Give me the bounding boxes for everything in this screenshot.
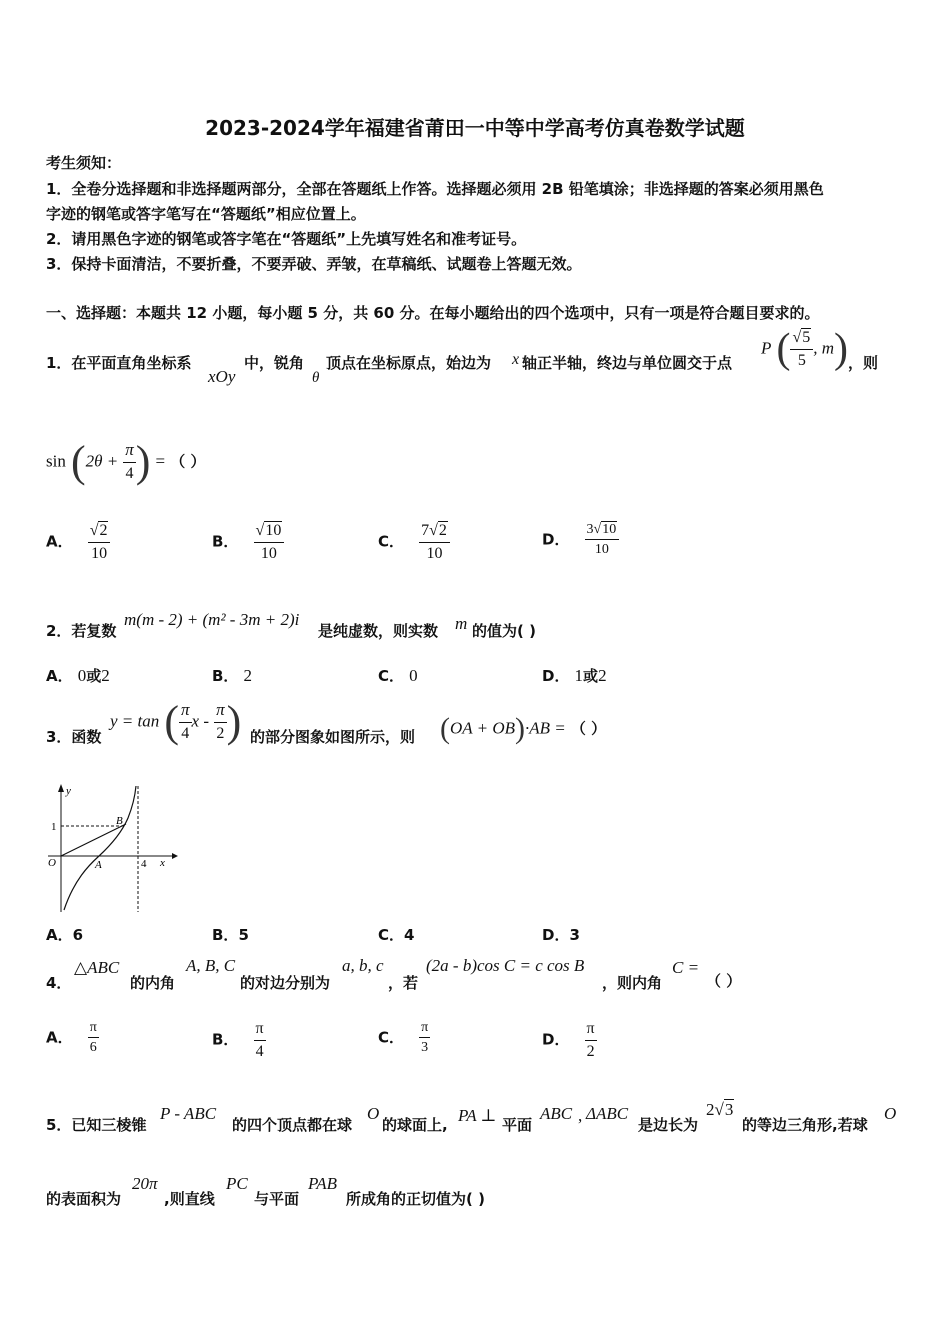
q4-triangle: △ABC bbox=[74, 958, 120, 977]
q1-paren-left: ( bbox=[776, 326, 791, 372]
q4-sides: a, b, c bbox=[342, 956, 384, 975]
notice-item-3: 3．保持卡面清洁，不要折叠，不要弄破、弄皱，在草稿纸、试题卷上答题无效。 bbox=[46, 255, 582, 273]
q2-option-d bbox=[542, 665, 607, 686]
q4-text-3: ，若 bbox=[388, 974, 419, 992]
q3-option-b bbox=[212, 924, 249, 945]
segment-ob bbox=[61, 824, 126, 856]
q3-vec-paren-left: ( bbox=[440, 712, 450, 745]
option-denominator: 10 bbox=[91, 544, 108, 562]
q1-theta: θ bbox=[312, 370, 320, 386]
q4-condition: (2a - b)cos C = c cos B bbox=[426, 956, 585, 975]
q1-paren2-right: ) bbox=[135, 437, 151, 486]
q5-sqrt-symbol: √3 bbox=[714, 1100, 734, 1119]
q2-m: m bbox=[455, 614, 468, 633]
q5-text-3: 的球面上, bbox=[382, 1116, 448, 1134]
q4-option-b bbox=[212, 1020, 266, 1060]
q5-two: 2 bbox=[706, 1100, 715, 1119]
option-coefficient: 3 bbox=[586, 522, 594, 537]
q5-text-6: 的等边三角形,若球 bbox=[742, 1116, 868, 1134]
option-denominator: 6 bbox=[89, 1040, 97, 1056]
y-axis-arrow bbox=[58, 784, 64, 792]
option-value: 4 bbox=[404, 926, 415, 944]
q1-equals: = bbox=[155, 451, 166, 471]
option-or: 或 bbox=[583, 667, 599, 685]
q1-xoy: xOy bbox=[208, 367, 236, 386]
q4-angles: A, B, C bbox=[186, 956, 236, 975]
q1-point-p bbox=[761, 328, 848, 370]
q1-option-c: C． $\frac{7√2}{10}$ bbox=[378, 522, 450, 562]
q5-pab: PAB bbox=[308, 1174, 337, 1193]
q1-expression bbox=[46, 437, 206, 486]
q3-y-tan: y = tan bbox=[110, 711, 160, 731]
option-label: B． bbox=[212, 667, 239, 685]
q5-text-4: 平面 bbox=[502, 1116, 533, 1134]
option-label: D． bbox=[542, 1030, 570, 1049]
option-denominator: 10 bbox=[594, 542, 609, 558]
q3-dot-ab: ·AB = bbox=[525, 718, 566, 738]
q1-x: x bbox=[512, 351, 520, 368]
option-value: 5 bbox=[238, 926, 249, 944]
option-or: 或 bbox=[86, 667, 102, 685]
option-label: B． bbox=[212, 532, 239, 551]
graph-b-label: B bbox=[116, 815, 123, 827]
option-label: C． bbox=[378, 667, 405, 685]
page-title: 2023-2024学年福建省莆田一中等中学高考仿真卷数学试题 bbox=[205, 116, 745, 140]
option-numerator: π bbox=[419, 1020, 430, 1038]
option-denominator: 10 bbox=[426, 544, 443, 562]
option-label: D． bbox=[542, 530, 570, 549]
option-denominator: 2 bbox=[586, 1042, 595, 1060]
option-radicand: 2 bbox=[438, 522, 447, 539]
q1-m: , m bbox=[813, 338, 835, 358]
q2-option-c bbox=[378, 665, 418, 686]
section-heading: 一、选择题：本题共 12 小题，每小题 5 分，共 60 分。在每小题给出的四个选项中，只有一项是符合题目要求的。 bbox=[46, 304, 820, 322]
option-numerator: π bbox=[585, 1020, 597, 1041]
q3-pi: π bbox=[179, 701, 192, 723]
q1-text-3: 顶点在坐标原点，始边为 bbox=[326, 354, 492, 372]
tan-curve bbox=[64, 786, 136, 910]
option-value: 2 bbox=[598, 666, 607, 685]
option-value: 2 bbox=[243, 666, 253, 685]
q1-paren2-left: ( bbox=[70, 437, 86, 486]
q5-o: O bbox=[367, 1104, 380, 1123]
q3-tangent-graph bbox=[44, 780, 179, 915]
graph-x-label: x bbox=[160, 857, 165, 869]
q1-frac bbox=[790, 329, 813, 369]
option-label: D． bbox=[542, 667, 570, 685]
q1-option-b: B． $\frac{√10}{10}$ bbox=[212, 522, 284, 562]
q1-pi: π bbox=[123, 441, 136, 463]
q3-pi-2: π bbox=[214, 701, 227, 723]
q5-text-9: 与平面 bbox=[254, 1190, 300, 1208]
option-label: D． bbox=[542, 926, 570, 944]
graph-o-label: O bbox=[48, 857, 56, 869]
q3-x-minus: x - bbox=[191, 711, 209, 731]
q3-option-d bbox=[542, 924, 580, 945]
notice-item-1-line-1: 1．全卷分选择题和非选择题两部分，全部在答题纸上作答。选择题必须用 2B 铅笔填涂；非选择题的答案必须用黑色 bbox=[46, 180, 824, 198]
option-denominator: 10 bbox=[260, 544, 277, 562]
option-radicand: 2 bbox=[99, 522, 108, 539]
q5-comma: , bbox=[578, 1106, 583, 1125]
q5-text-8: ,则直线 bbox=[164, 1190, 215, 1208]
q3-paren-left: ( bbox=[164, 697, 179, 746]
option-value: 0 bbox=[409, 666, 418, 685]
q1-pi-over-4 bbox=[123, 441, 136, 482]
q3-option-a bbox=[46, 924, 83, 945]
q5-text-10: 所成角的正切值为( ) bbox=[346, 1190, 485, 1208]
q3-four: 4 bbox=[181, 725, 190, 743]
option-label: B． bbox=[212, 1030, 239, 1049]
q3-two: 2 bbox=[216, 725, 225, 743]
q1-answer-blank: （ ） bbox=[170, 452, 206, 471]
option-numerator: π bbox=[88, 1020, 99, 1038]
option-value: 3 bbox=[569, 926, 580, 944]
q5-o-2: O bbox=[884, 1104, 897, 1123]
q1-text-1: 1．在平面直角坐标系 bbox=[46, 354, 192, 372]
notice-item-1-line-2: 字迹的钢笔或答字笔写在“答题纸”相应位置上。 bbox=[46, 205, 366, 223]
q5-pa-perp: PA ⊥ bbox=[458, 1106, 497, 1125]
option-numerator: π bbox=[254, 1020, 266, 1041]
q4-c-equals: C = bbox=[672, 958, 700, 977]
option-label: C． bbox=[378, 532, 405, 551]
q1-den-5: 5 bbox=[797, 351, 806, 369]
option-value: 2 bbox=[101, 666, 110, 685]
q5-text-2: 的四个顶点都在球 bbox=[232, 1116, 353, 1134]
q1-sqrt-symbol: √5 bbox=[792, 328, 811, 346]
notice-heading: 考生须知： bbox=[46, 154, 122, 172]
q1-text-4: 轴正半轴，终边与单位圆交于点 bbox=[522, 354, 733, 372]
option-value: 6 bbox=[72, 926, 84, 944]
q2-option-a bbox=[46, 665, 110, 686]
q2-option-b bbox=[212, 665, 252, 686]
graph-y-label: y bbox=[66, 785, 71, 797]
q2-expression: m(m - 2) + (m² - 3m + 2)i bbox=[124, 610, 300, 629]
q3-function bbox=[110, 697, 242, 746]
q5-area: 20π bbox=[132, 1174, 158, 1193]
q5-side-length bbox=[706, 1100, 734, 1120]
option-label: C． bbox=[378, 926, 405, 944]
option-label: A． bbox=[46, 926, 73, 944]
q3-text-2: 的部分图象如图所示，则 bbox=[250, 728, 416, 746]
q4-text-4: ，则内角 bbox=[602, 974, 663, 992]
q1-four: 4 bbox=[125, 465, 134, 483]
q5-pc: PC bbox=[226, 1174, 248, 1193]
option-label: A． bbox=[46, 532, 73, 551]
q2-text-3: 的值为( ) bbox=[472, 622, 536, 640]
option-denominator: 4 bbox=[255, 1042, 264, 1060]
q3-answer-blank: （ ） bbox=[570, 719, 607, 738]
option-label: C． bbox=[378, 1028, 405, 1047]
option-value: 0 bbox=[77, 666, 87, 685]
option-denominator: 3 bbox=[421, 1040, 429, 1056]
q5-text-1: 5．已知三棱锥 bbox=[46, 1116, 147, 1134]
q1-sin: sin bbox=[46, 451, 66, 471]
q1-paren-right: ) bbox=[834, 326, 849, 372]
q5-delta-abc: ΔABC bbox=[586, 1104, 629, 1123]
option-label: A． bbox=[46, 1028, 73, 1047]
q4-answer-blank: （ ） bbox=[706, 972, 742, 990]
x-axis-arrow bbox=[172, 853, 178, 859]
q5-abc: ABC bbox=[540, 1104, 573, 1123]
notice-item-2: 2．请用黑色字迹的钢笔或答字笔在“答题纸”上先填写姓名和准考证号。 bbox=[46, 230, 527, 248]
q5-pabc: P - ABC bbox=[160, 1104, 217, 1123]
q5-text-5: 是边长为 bbox=[638, 1116, 699, 1134]
q4-number: 4． bbox=[46, 974, 72, 992]
q4-text-1: 的内角 bbox=[130, 974, 176, 992]
q4-option-d bbox=[542, 1020, 597, 1060]
option-label: B． bbox=[212, 926, 239, 944]
q1-text-2: 中，锐角 bbox=[244, 354, 305, 372]
q1-option-d: D． $\frac{3√10}{10}$ bbox=[542, 522, 619, 558]
option-label: A． bbox=[46, 667, 73, 685]
q2-text-1: 2．若复数 bbox=[46, 622, 117, 640]
q1-text-5: ，则 bbox=[848, 354, 879, 372]
q3-vec: OA + OB bbox=[450, 718, 515, 738]
q1-option-a: A． $\frac{√2}{10}$ bbox=[46, 522, 110, 562]
option-radicand: 10 bbox=[602, 522, 617, 537]
q1-sqrt-5: 5 bbox=[802, 328, 811, 346]
q4-option-c bbox=[378, 1020, 430, 1056]
q3-vector-expr bbox=[440, 712, 606, 746]
graph-four-label: 4 bbox=[141, 858, 147, 870]
graph-one-label: 1 bbox=[51, 821, 57, 833]
q5-three: 3 bbox=[724, 1100, 734, 1119]
q3-paren-right: ) bbox=[226, 697, 242, 746]
q1-two-theta: 2θ + bbox=[85, 451, 119, 471]
option-radicand: 10 bbox=[265, 522, 282, 539]
option-coefficient: 7 bbox=[421, 522, 430, 539]
q3-option-c bbox=[378, 924, 414, 945]
q2-text-2: 是纯虚数，则实数 bbox=[318, 622, 439, 640]
q3-text-1: 3．函数 bbox=[46, 728, 102, 746]
q5-text-7: 的表面积为 bbox=[46, 1190, 122, 1208]
q4-option-a bbox=[46, 1020, 99, 1056]
graph-a-label: A bbox=[95, 859, 102, 871]
q3-vec-paren-right: ) bbox=[515, 712, 525, 745]
q4-text-2: 的对边分别为 bbox=[240, 974, 331, 992]
q1-p-label: P bbox=[761, 338, 772, 358]
option-value: 1 bbox=[574, 666, 584, 685]
